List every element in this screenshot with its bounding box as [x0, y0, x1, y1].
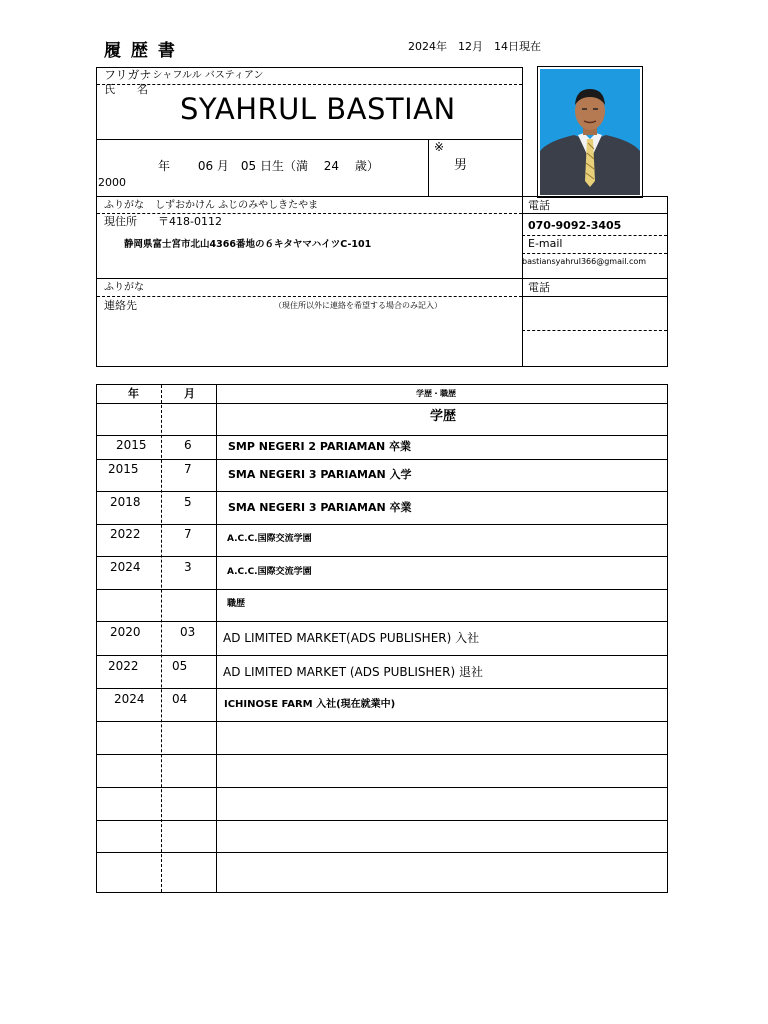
phone-number: 070-9092-3405 [528, 219, 622, 232]
table-row-divider [97, 820, 667, 821]
address-value: 静岡県富士宮市北山4366番地の６キタヤマハイツC-101 [124, 239, 372, 250]
email-value: bastiansyahrul366@gmail.com [522, 257, 647, 266]
email-label: E-mail [528, 237, 563, 250]
history-row-year: 2022 [110, 527, 141, 541]
history-row-text: ICHINOSE FARM 入社(現在就業中) [224, 699, 396, 710]
name-label: 氏 名 [104, 83, 148, 96]
table-row-divider [97, 655, 667, 656]
birth-year: 2000 [98, 176, 126, 189]
history-header-content: 学歴・職歴 [416, 389, 456, 398]
history-header-month: 月 [184, 387, 195, 400]
document-title: 履 歴 書 [104, 41, 177, 61]
table-row-divider [97, 754, 667, 755]
history-row-month: 7 [184, 527, 192, 541]
address-furigana-label: ふりがな [104, 200, 144, 211]
history-row-month: 5 [184, 495, 192, 509]
full-name: SYAHRUL BASTIAN [180, 92, 456, 126]
history-row-month: 6 [184, 438, 192, 452]
table-row-divider [97, 403, 667, 404]
table-row-divider [97, 556, 667, 557]
history-row-text: SMA NEGERI 3 PARIAMAN 卒業 [228, 501, 412, 514]
table-row-divider [97, 524, 667, 525]
history-row-text: 学歴 [430, 409, 457, 424]
phone-label: 電話 [528, 199, 550, 212]
note-mark: ※ [434, 140, 445, 154]
history-row-year: 2024 [110, 560, 141, 574]
table-row-divider [97, 787, 667, 788]
contact-furigana-label: ふりがな [104, 282, 144, 293]
table-row-divider [97, 589, 667, 590]
person-photo-icon [540, 69, 640, 195]
history-row-month: 04 [172, 692, 188, 706]
history-row-text: SMP NEGERI 2 PARIAMAN 卒業 [228, 440, 412, 453]
personal-info-box [96, 67, 523, 197]
history-row-month: 03 [180, 625, 196, 639]
postal-code: 〒418-0112 [158, 215, 222, 228]
birth-date: 年 06 月 05 日生（満 24 歳） [158, 159, 379, 173]
history-row-text: AD LIMITED MARKET(ADS PUBLISHER) 入社 [223, 631, 480, 645]
table-row-divider [97, 491, 667, 492]
history-row-year: 2015 [108, 462, 139, 476]
history-row-year: 2022 [108, 659, 139, 673]
table-row-divider [97, 852, 667, 853]
contact-note: （現住所以外に連絡を希望する場合のみ記入） [274, 301, 442, 310]
table-row-divider [97, 459, 667, 460]
history-row-text: A.C.C.国際交流学園 [227, 534, 312, 544]
gender: 男 [454, 158, 468, 173]
person-photo [540, 69, 640, 195]
address-furigana-value: しずおかけん ふじのみやしきたやま [155, 200, 319, 211]
history-row-year: 2015 [116, 438, 147, 452]
history-row-text: A.C.C.国際交流学園 [227, 567, 312, 577]
history-row-year: 2024 [114, 692, 145, 706]
history-row-month: 7 [184, 462, 192, 476]
table-row-divider [97, 435, 667, 436]
table-row-divider [97, 721, 667, 722]
history-row-text: SMA NEGERI 3 PARIAMAN 入学 [228, 468, 412, 481]
history-row-text: 職歴 [227, 599, 246, 609]
history-row-year: 2020 [110, 625, 141, 639]
address-label: 現住所 [104, 215, 137, 228]
furigana-label: フリガナ [104, 68, 152, 82]
history-row-year: 2018 [110, 495, 141, 509]
contact-phone-label: 電話 [528, 281, 550, 294]
table-row-divider [97, 688, 667, 689]
history-row-month: 05 [172, 659, 188, 673]
history-row-text: AD LIMITED MARKET (ADS PUBLISHER) 退社 [223, 665, 483, 679]
history-header-year: 年 [128, 387, 139, 400]
document-date: 2024年 12月 14日現在 [408, 40, 541, 53]
history-row-month: 3 [184, 560, 192, 574]
table-row-divider [97, 621, 667, 622]
furigana-value: : シャフルル バスティアン [146, 70, 264, 81]
contact-label: 連絡先 [104, 299, 137, 312]
